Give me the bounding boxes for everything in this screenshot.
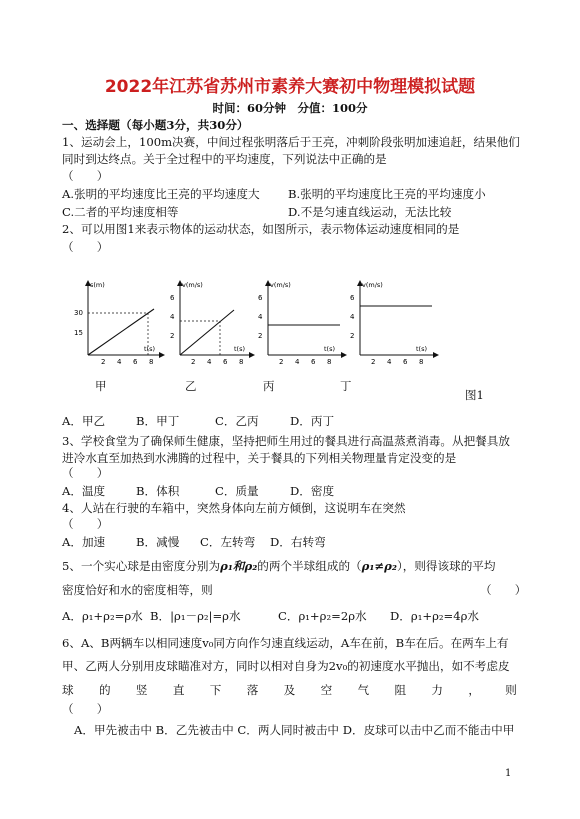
g4-tick-x2: 2: [371, 358, 376, 366]
section-heading: 一、选择题（每小题3分，共30分）: [62, 118, 249, 132]
g3-tick-2: 2: [258, 332, 263, 340]
g1-tick-30: 30: [74, 309, 83, 317]
q5-stem-part3: ），则得该球的平均: [396, 559, 496, 573]
q2-stem: 2、可以用图1来表示物体的运动状态，如图所示，表示物体运动速度相同的是: [62, 222, 460, 236]
g1-ylabel: s(m): [90, 281, 105, 289]
q5-option-b: B．|ρ₁－ρ₂|=ρ水: [150, 609, 241, 623]
q5-option-c: C．ρ₁+ρ₂=2ρ水: [278, 609, 367, 623]
q6-answer-blank: （ ）: [62, 702, 109, 716]
g4-tick-x8: 8: [419, 358, 424, 366]
q1-option-a: A.张明的平均速度比王亮的平均速度大: [62, 187, 260, 201]
g1-tick-x2: 2: [101, 358, 106, 366]
g2-tick-x2: 2: [191, 358, 196, 366]
g4-tick-6: 6: [350, 294, 355, 302]
graph-bing: [258, 281, 344, 366]
g2-tick-x8: 8: [239, 358, 244, 366]
g1-tick-x8: 8: [149, 358, 154, 366]
q3-stem-line1: 3、学校食堂为了确保师生健康，坚持把师生用过的餐具进行高温蒸煮消毒。从把餐具放: [62, 434, 510, 448]
g2-data-line: [180, 310, 234, 355]
g3-tick-x8: 8: [327, 358, 332, 366]
q3-option-a: A．温度: [62, 484, 106, 498]
graph-yi: [170, 281, 252, 366]
q2-option-a: A．甲乙: [62, 414, 106, 428]
q4-option-b: B．减慢: [136, 535, 180, 549]
graph-label-yi: 乙: [185, 379, 197, 393]
q6-stem-line2: 甲、乙两人分别用皮球瞄准对方，同时以相对自身为2v₀的初速度水平抛出，如不考虑皮: [62, 659, 510, 673]
g4-tick-x4: 4: [387, 358, 392, 366]
g3-ylabel: v(m/s): [270, 281, 291, 289]
q2-option-c: C．乙丙: [215, 414, 259, 428]
q1-stem-line1: 1、运动会上，100m决赛，中间过程张明落后于王亮，冲刺阶段张明加速追赶，结果他们: [62, 135, 520, 149]
q4-option-c: C．左转弯: [200, 535, 256, 549]
graph-label-ding: 丁: [340, 379, 352, 393]
q5-stem-part2: 的两个半球组成的（: [257, 559, 362, 573]
g1-tick-x6: 6: [133, 358, 138, 366]
q6-stem-line1: 6、A、B两辆车以相同速度v₀同方向作匀速直线运动，A车在前，B车在后。在两车上有: [62, 636, 509, 650]
q1-option-d: D.不是匀速直线运动，无法比较: [288, 205, 452, 219]
q5-rho-inequality: ρ₁≠ρ₂: [361, 559, 397, 573]
q3-option-c: C．质量: [215, 484, 259, 498]
g2-tick-6: 6: [170, 294, 175, 302]
q4-option-a: A．加速: [62, 535, 106, 549]
q1-option-b: B.张明的平均速度比王亮的平均速度小: [288, 187, 486, 201]
q6-options: A．甲先被击中 B．乙先被击中 C．两人同时被击中 D．皮球可以击中乙而不能击中甲: [74, 723, 515, 737]
q5-rho-symbols: ρ₁和ρ₂: [220, 559, 258, 573]
g3-xlabel: t(s): [324, 345, 336, 353]
figure-label: 图1: [465, 388, 484, 402]
q5-option-a: A．ρ₁+ρ₂=ρ水: [62, 609, 143, 623]
q5-stem-part1: 5、一个实心球是由密度分别为: [62, 559, 221, 573]
q1-stem-line2: 同时到达终点。关于全过程中的平均速度，下列说法中正确的是: [62, 152, 387, 166]
q3-option-b: B．体积: [136, 484, 180, 498]
q6-stem-line3: 球 的 竖 直 下 落 及 空 气 阻 力 ， 则: [62, 683, 517, 697]
graph-jia: [74, 281, 162, 366]
q5-option-d: D．ρ₁+ρ₂=4ρ水: [390, 609, 480, 623]
q3-option-d: D．密度: [290, 484, 335, 498]
g4-tick-x6: 6: [403, 358, 408, 366]
g3-tick-6: 6: [258, 294, 263, 302]
page-number: 1: [505, 768, 512, 779]
q2-answer-blank: （ ）: [62, 240, 109, 254]
q1-option-c: C.二者的平均速度相等: [62, 205, 179, 219]
g4-ylabel: v(m/s): [362, 281, 383, 289]
g3-tick-4: 4: [258, 313, 263, 321]
q4-answer-blank: （ ）: [62, 517, 109, 531]
q3-answer-blank: （ ）: [62, 466, 109, 480]
g1-tick-x4: 4: [117, 358, 122, 366]
g2-tick-x6: 6: [223, 358, 228, 366]
g4-tick-4: 4: [350, 313, 355, 321]
q4-stem: 4、人站在行驶的车箱中，突然身体向左前方倾倒，这说明车在突然: [62, 501, 406, 515]
g1-tick-15: 15: [74, 329, 83, 337]
q1-answer-blank: （ ）: [62, 169, 109, 183]
g2-tick-2: 2: [170, 332, 175, 340]
exam-subtitle: 时间：60分钟 分值：100分: [212, 101, 368, 115]
g3-tick-x2: 2: [279, 358, 284, 366]
g2-ylabel: v(m/s): [182, 281, 203, 289]
g3-tick-x4: 4: [295, 358, 300, 366]
g1-xlabel: t(s): [144, 345, 156, 353]
g3-tick-x6: 6: [311, 358, 316, 366]
exam-title: 2022年江苏省苏州市素养大赛初中物理模拟试题: [104, 77, 476, 97]
q5-stem-line1: [62, 559, 495, 573]
g4-xlabel: t(s): [416, 345, 428, 353]
graph-label-jia: 甲: [95, 379, 107, 393]
graph-label-bing: 丙: [263, 379, 275, 393]
motion-graphs-figure: [62, 275, 442, 370]
q4-option-d: D．右转弯: [270, 535, 326, 549]
g2-tick-x4: 4: [207, 358, 212, 366]
q2-option-d: D．丙丁: [290, 414, 335, 428]
g2-xlabel: t(s): [234, 345, 246, 353]
q5-answer-blank: （ ）: [480, 583, 527, 597]
g4-tick-2: 2: [350, 332, 355, 340]
g2-tick-4: 4: [170, 313, 175, 321]
q5-stem-line2: 密度恰好和水的密度相等，则: [62, 583, 213, 597]
q3-stem-line2: 进冷水直至加热到水沸腾的过程中，关于餐具的下列相关物理量肯定没变的是: [62, 451, 457, 465]
graph-ding: [350, 281, 436, 366]
q2-option-b: B．甲丁: [136, 414, 180, 428]
